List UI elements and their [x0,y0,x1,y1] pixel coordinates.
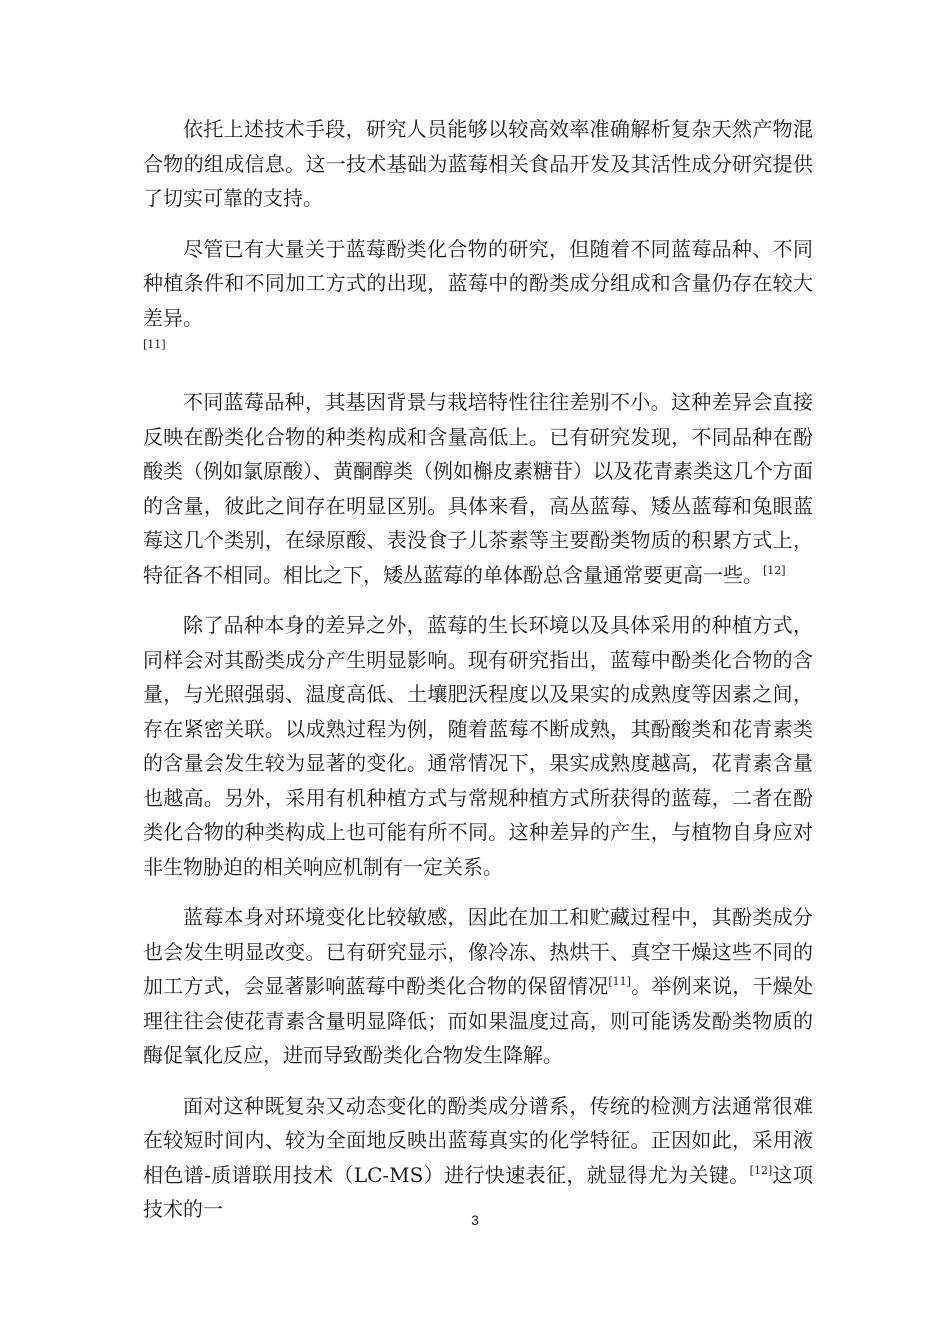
citation-marker: [11] [143,338,166,351]
paragraph-text: 。举例来说，干燥处理往往会使花青素含量明显降低；而如果温度过高，则可能诱发酚类物质的酶促氧化反应，进而导致酚类化合物发生降解。 [143,974,814,1067]
paragraph-text: 除了品种本身的差异之外，蓝莓的生长环境以及具体采用的种植方式，同样会对其酚类成分产生明显影响。现有研究指出，蓝莓中酚类化合物的含量，与光照强弱、温度高低、土壤肥沃程度以及果实的成熟度等因素之间，存在紧密关联。以成熟过程为例，随着蓝莓不断成熟，其酚酸类和花青素类的含量会发生较为显著的变化。通常情况下，果实成熟度越高，花青素含量也越高。另外，采用有机种植方式与常规种植方式所获得的蓝莓，二者在酚类化合物的种类构成上也可能有所不同。这种差异的产生，与植物自身应对非生物胁迫的相关响应机制有一定关系。 [143,613,813,879]
body-text [143,112,813,1227]
paragraph-3 [143,385,813,592]
paragraph-5 [143,900,813,1073]
citation-marker: [12] [763,563,786,577]
paragraph-text: 依托上述技术手段，研究人员能够以较高效率准确解析复杂天然产物混合物的组成信息。这一技术基础为蓝莓相关食品开发及其活性成分研究提供了切实可靠的支持。 [143,117,813,210]
paragraph-1 [143,112,813,216]
paragraph-4 [143,608,813,884]
citation-marker: [12] [749,1163,773,1177]
citation-marker: [11] [608,975,631,988]
page-number: 3 [471,1212,479,1228]
paragraph-text: 尽管已有大量关于蓝莓酚类化合物的研究，但随着不同蓝莓品种、不同种植条件和不同加工方式的出现，蓝莓中的酚类成分组成和含量仍存在较大差异。 [143,236,813,330]
paragraph-text: 蓝莓本身对环境变化比较敏感，因此在加工和贮藏过程中，其酚类成分也会发生明显改变。已有研究显示，像冷冻、热烘干、真空干燥这些不同的加工方式，会显著影响蓝莓中酚类化合物的保留情况 [143,905,813,998]
paragraph-text: 不同蓝莓品种，其基因背景与栽培特性往往差别不小。这种差异会直接反映在酚类化合物的种类构成和含量高低上。已有研究发现，不同品种在酚酸类（例如氯原酸）、黄酮醇类（例如槲皮素糖苷）以及花青素类这几个方面的含量，彼此之间存在明显区别。具体来看，高丛蓝莓、矮丛蓝莓和兔眼蓝莓这几个类别，在绿原酸、表没食子儿茶素等主要酚类物质的积累方式上，特征各不相同。相比之下，矮丛蓝莓的单体酚总含量通常要更高一些。 [143,390,813,587]
paragraph-text: 面对这种既复杂又动态变化的酚类成分谱系，传统的检测方法通常很难在较短时间内、较为全面地反映出蓝莓真实的化学特征。正因如此，采用液相色谱-质谱联用技术（LC-MS）进行快速表征，就显得尤为关键。 [143,1093,813,1187]
paragraph-2 [143,232,813,336]
paragraph-text: 这项技术的一 [143,1162,814,1221]
paragraph-6 [143,1089,813,1227]
